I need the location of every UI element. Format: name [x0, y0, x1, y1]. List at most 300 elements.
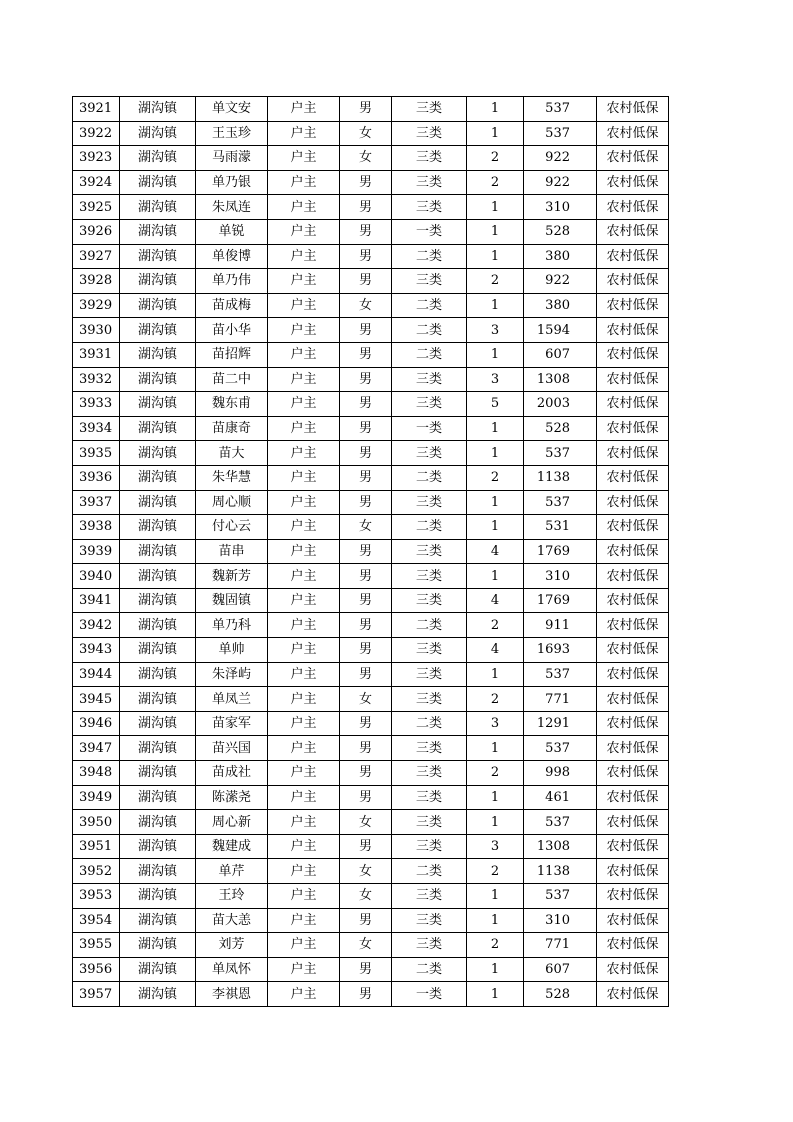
record-number-cell: 3923 [73, 146, 120, 171]
amount-cell: 531 [524, 515, 597, 540]
program-cell: 农村低保 [597, 146, 669, 171]
relation-cell: 户主 [268, 588, 340, 613]
amount-cell: 537 [524, 441, 597, 466]
table-row [73, 908, 669, 933]
category-cell: 一类 [392, 982, 467, 1007]
program-cell: 农村低保 [597, 761, 669, 786]
relation-cell: 户主 [268, 441, 340, 466]
amount-cell: 537 [524, 662, 597, 687]
program-cell: 农村低保 [597, 908, 669, 933]
gender-cell: 男 [340, 392, 392, 417]
amount-cell: 1138 [524, 859, 597, 884]
name-cell: 单俊博 [196, 244, 268, 269]
name-cell: 苗招辉 [196, 342, 268, 367]
household-size-cell: 4 [467, 588, 524, 613]
program-cell: 农村低保 [597, 318, 669, 343]
gender-cell: 女 [340, 933, 392, 958]
name-cell: 苗兴国 [196, 736, 268, 761]
town-cell: 湖沟镇 [120, 293, 196, 318]
record-number-cell: 3953 [73, 884, 120, 909]
household-size-cell: 4 [467, 638, 524, 663]
amount-cell: 537 [524, 736, 597, 761]
relation-cell: 户主 [268, 170, 340, 195]
amount-cell: 310 [524, 195, 597, 220]
amount-cell: 1308 [524, 834, 597, 859]
town-cell: 湖沟镇 [120, 564, 196, 589]
program-cell: 农村低保 [597, 933, 669, 958]
record-number-cell: 3928 [73, 269, 120, 294]
record-number-cell: 3931 [73, 342, 120, 367]
gender-cell: 男 [340, 195, 392, 220]
category-cell: 三类 [392, 564, 467, 589]
name-cell: 苗小华 [196, 318, 268, 343]
table-row [73, 957, 669, 982]
household-size-cell: 1 [467, 416, 524, 441]
household-size-cell: 1 [467, 441, 524, 466]
town-cell: 湖沟镇 [120, 785, 196, 810]
table-row [73, 785, 669, 810]
category-cell: 三类 [392, 908, 467, 933]
town-cell: 湖沟镇 [120, 638, 196, 663]
gender-cell: 女 [340, 146, 392, 171]
record-number-cell: 3952 [73, 859, 120, 884]
household-size-cell: 2 [467, 465, 524, 490]
table-row [73, 97, 669, 122]
town-cell: 湖沟镇 [120, 588, 196, 613]
category-cell: 三类 [392, 785, 467, 810]
program-cell: 农村低保 [597, 859, 669, 884]
gender-cell: 男 [340, 318, 392, 343]
name-cell: 朱泽屿 [196, 662, 268, 687]
household-size-cell: 1 [467, 121, 524, 146]
town-cell: 湖沟镇 [120, 933, 196, 958]
household-size-cell: 1 [467, 293, 524, 318]
household-size-cell: 1 [467, 97, 524, 122]
relation-cell: 户主 [268, 711, 340, 736]
town-cell: 湖沟镇 [120, 662, 196, 687]
table-row [73, 539, 669, 564]
amount-cell: 771 [524, 687, 597, 712]
table-row [73, 293, 669, 318]
gender-cell: 男 [340, 588, 392, 613]
record-number-cell: 3922 [73, 121, 120, 146]
household-size-cell: 2 [467, 146, 524, 171]
table-row [73, 318, 669, 343]
table-row [73, 392, 669, 417]
relation-cell: 户主 [268, 146, 340, 171]
category-cell: 三类 [392, 539, 467, 564]
relation-cell: 户主 [268, 638, 340, 663]
program-cell: 农村低保 [597, 121, 669, 146]
category-cell: 三类 [392, 933, 467, 958]
town-cell: 湖沟镇 [120, 367, 196, 392]
relation-cell: 户主 [268, 982, 340, 1007]
category-cell: 三类 [392, 269, 467, 294]
amount-cell: 461 [524, 785, 597, 810]
program-cell: 农村低保 [597, 170, 669, 195]
relation-cell: 户主 [268, 761, 340, 786]
amount-cell: 310 [524, 908, 597, 933]
gender-cell: 男 [340, 834, 392, 859]
relation-cell: 户主 [268, 195, 340, 220]
table-row [73, 146, 669, 171]
gender-cell: 男 [340, 97, 392, 122]
gender-cell: 男 [340, 490, 392, 515]
record-number-cell: 3937 [73, 490, 120, 515]
name-cell: 魏新芳 [196, 564, 268, 589]
program-cell: 农村低保 [597, 244, 669, 269]
amount-cell: 607 [524, 342, 597, 367]
category-cell: 二类 [392, 515, 467, 540]
amount-cell: 380 [524, 293, 597, 318]
gender-cell: 女 [340, 687, 392, 712]
program-cell: 农村低保 [597, 785, 669, 810]
gender-cell: 男 [340, 908, 392, 933]
amount-cell: 528 [524, 416, 597, 441]
town-cell: 湖沟镇 [120, 515, 196, 540]
category-cell: 一类 [392, 416, 467, 441]
amount-cell: 537 [524, 884, 597, 909]
table-row [73, 416, 669, 441]
record-number-cell: 3941 [73, 588, 120, 613]
name-cell: 苗家军 [196, 711, 268, 736]
record-number-cell: 3954 [73, 908, 120, 933]
category-cell: 二类 [392, 465, 467, 490]
relation-cell: 户主 [268, 687, 340, 712]
name-cell: 王玉珍 [196, 121, 268, 146]
name-cell: 马雨濛 [196, 146, 268, 171]
record-number-cell: 3924 [73, 170, 120, 195]
town-cell: 湖沟镇 [120, 810, 196, 835]
household-size-cell: 1 [467, 884, 524, 909]
household-size-cell: 3 [467, 711, 524, 736]
household-size-cell: 1 [467, 244, 524, 269]
table-row [73, 465, 669, 490]
relation-cell: 户主 [268, 219, 340, 244]
gender-cell: 男 [340, 662, 392, 687]
relation-cell: 户主 [268, 908, 340, 933]
program-cell: 农村低保 [597, 884, 669, 909]
household-size-cell: 1 [467, 908, 524, 933]
household-size-cell: 1 [467, 736, 524, 761]
name-cell: 单凤兰 [196, 687, 268, 712]
table-row [73, 711, 669, 736]
town-cell: 湖沟镇 [120, 170, 196, 195]
relation-cell: 户主 [268, 957, 340, 982]
category-cell: 三类 [392, 121, 467, 146]
table-row [73, 195, 669, 220]
amount-cell: 537 [524, 490, 597, 515]
table-row [73, 736, 669, 761]
amount-cell: 528 [524, 982, 597, 1007]
program-cell: 农村低保 [597, 269, 669, 294]
household-size-cell: 1 [467, 982, 524, 1007]
amount-cell: 537 [524, 97, 597, 122]
gender-cell: 男 [340, 219, 392, 244]
gender-cell: 男 [340, 957, 392, 982]
category-cell: 三类 [392, 170, 467, 195]
town-cell: 湖沟镇 [120, 416, 196, 441]
town-cell: 湖沟镇 [120, 146, 196, 171]
relation-cell: 户主 [268, 859, 340, 884]
table-row [73, 367, 669, 392]
gender-cell: 男 [340, 367, 392, 392]
program-cell: 农村低保 [597, 97, 669, 122]
relation-cell: 户主 [268, 465, 340, 490]
program-cell: 农村低保 [597, 465, 669, 490]
gender-cell: 女 [340, 515, 392, 540]
program-cell: 农村低保 [597, 564, 669, 589]
amount-cell: 380 [524, 244, 597, 269]
household-size-cell: 5 [467, 392, 524, 417]
program-cell: 农村低保 [597, 588, 669, 613]
town-cell: 湖沟镇 [120, 687, 196, 712]
category-cell: 三类 [392, 687, 467, 712]
household-size-cell: 2 [467, 613, 524, 638]
relation-cell: 户主 [268, 515, 340, 540]
name-cell: 单帅 [196, 638, 268, 663]
record-number-cell: 3956 [73, 957, 120, 982]
table-row [73, 490, 669, 515]
relation-cell: 户主 [268, 884, 340, 909]
household-size-cell: 1 [467, 564, 524, 589]
town-cell: 湖沟镇 [120, 711, 196, 736]
table-row [73, 613, 669, 638]
program-cell: 农村低保 [597, 834, 669, 859]
gender-cell: 男 [340, 613, 392, 638]
record-number-cell: 3929 [73, 293, 120, 318]
relation-cell: 户主 [268, 318, 340, 343]
category-cell: 三类 [392, 392, 467, 417]
program-cell: 农村低保 [597, 342, 669, 367]
gender-cell: 男 [340, 416, 392, 441]
town-cell: 湖沟镇 [120, 269, 196, 294]
amount-cell: 1291 [524, 711, 597, 736]
household-size-cell: 1 [467, 219, 524, 244]
category-cell: 三类 [392, 97, 467, 122]
amount-cell: 310 [524, 564, 597, 589]
town-cell: 湖沟镇 [120, 736, 196, 761]
name-cell: 单锐 [196, 219, 268, 244]
amount-cell: 1308 [524, 367, 597, 392]
relation-cell: 户主 [268, 810, 340, 835]
amount-cell: 922 [524, 146, 597, 171]
record-number-cell: 3957 [73, 982, 120, 1007]
category-cell: 三类 [392, 638, 467, 663]
category-cell: 三类 [392, 884, 467, 909]
relation-cell: 户主 [268, 121, 340, 146]
category-cell: 二类 [392, 613, 467, 638]
gender-cell: 男 [340, 244, 392, 269]
relation-cell: 户主 [268, 490, 340, 515]
amount-cell: 911 [524, 613, 597, 638]
town-cell: 湖沟镇 [120, 957, 196, 982]
relation-cell: 户主 [268, 613, 340, 638]
household-size-cell: 1 [467, 515, 524, 540]
town-cell: 湖沟镇 [120, 121, 196, 146]
town-cell: 湖沟镇 [120, 859, 196, 884]
category-cell: 三类 [392, 490, 467, 515]
record-number-cell: 3939 [73, 539, 120, 564]
program-cell: 农村低保 [597, 539, 669, 564]
program-cell: 农村低保 [597, 441, 669, 466]
record-number-cell: 3925 [73, 195, 120, 220]
gender-cell: 男 [340, 785, 392, 810]
name-cell: 李祺恩 [196, 982, 268, 1007]
amount-cell: 1693 [524, 638, 597, 663]
program-cell: 农村低保 [597, 293, 669, 318]
household-size-cell: 4 [467, 539, 524, 564]
town-cell: 湖沟镇 [120, 97, 196, 122]
category-cell: 三类 [392, 761, 467, 786]
gender-cell: 男 [340, 170, 392, 195]
gender-cell: 女 [340, 121, 392, 146]
program-cell: 农村低保 [597, 613, 669, 638]
name-cell: 朱凤连 [196, 195, 268, 220]
amount-cell: 1594 [524, 318, 597, 343]
record-number-cell: 3938 [73, 515, 120, 540]
program-cell: 农村低保 [597, 392, 669, 417]
gender-cell: 男 [340, 269, 392, 294]
town-cell: 湖沟镇 [120, 244, 196, 269]
program-cell: 农村低保 [597, 736, 669, 761]
amount-cell: 771 [524, 933, 597, 958]
household-size-cell: 1 [467, 342, 524, 367]
town-cell: 湖沟镇 [120, 195, 196, 220]
household-size-cell: 2 [467, 761, 524, 786]
program-cell: 农村低保 [597, 957, 669, 982]
relation-cell: 户主 [268, 564, 340, 589]
gender-cell: 男 [340, 761, 392, 786]
category-cell: 三类 [392, 146, 467, 171]
name-cell: 周心新 [196, 810, 268, 835]
record-number-cell: 3936 [73, 465, 120, 490]
name-cell: 单乃银 [196, 170, 268, 195]
town-cell: 湖沟镇 [120, 342, 196, 367]
town-cell: 湖沟镇 [120, 613, 196, 638]
program-cell: 农村低保 [597, 195, 669, 220]
town-cell: 湖沟镇 [120, 392, 196, 417]
relation-cell: 户主 [268, 342, 340, 367]
town-cell: 湖沟镇 [120, 219, 196, 244]
table-row [73, 121, 669, 146]
record-number-cell: 3940 [73, 564, 120, 589]
household-size-cell: 2 [467, 269, 524, 294]
relation-cell: 户主 [268, 269, 340, 294]
amount-cell: 537 [524, 121, 597, 146]
gender-cell: 男 [340, 465, 392, 490]
relation-cell: 户主 [268, 244, 340, 269]
category-cell: 三类 [392, 662, 467, 687]
amount-cell: 2003 [524, 392, 597, 417]
gender-cell: 男 [340, 982, 392, 1007]
program-cell: 农村低保 [597, 687, 669, 712]
amount-cell: 1138 [524, 465, 597, 490]
gender-cell: 男 [340, 711, 392, 736]
town-cell: 湖沟镇 [120, 318, 196, 343]
record-number-cell: 3927 [73, 244, 120, 269]
name-cell: 苗二中 [196, 367, 268, 392]
table-row [73, 810, 669, 835]
table-row [73, 441, 669, 466]
table-row [73, 884, 669, 909]
table-row [73, 564, 669, 589]
category-cell: 二类 [392, 342, 467, 367]
relation-cell: 户主 [268, 367, 340, 392]
household-size-cell: 3 [467, 318, 524, 343]
table-row [73, 588, 669, 613]
name-cell: 苗大 [196, 441, 268, 466]
amount-cell: 1769 [524, 588, 597, 613]
category-cell: 一类 [392, 219, 467, 244]
record-number-cell: 3950 [73, 810, 120, 835]
table-row [73, 170, 669, 195]
gender-cell: 男 [340, 539, 392, 564]
gender-cell: 女 [340, 884, 392, 909]
name-cell: 单凤怀 [196, 957, 268, 982]
record-number-cell: 3945 [73, 687, 120, 712]
household-size-cell: 1 [467, 785, 524, 810]
household-size-cell: 1 [467, 662, 524, 687]
record-number-cell: 3948 [73, 761, 120, 786]
record-number-cell: 3934 [73, 416, 120, 441]
program-cell: 农村低保 [597, 982, 669, 1007]
program-cell: 农村低保 [597, 219, 669, 244]
record-number-cell: 3947 [73, 736, 120, 761]
table-row [73, 933, 669, 958]
gender-cell: 男 [340, 342, 392, 367]
amount-cell: 1769 [524, 539, 597, 564]
relation-cell: 户主 [268, 416, 340, 441]
program-cell: 农村低保 [597, 662, 669, 687]
household-size-cell: 1 [467, 490, 524, 515]
record-number-cell: 3949 [73, 785, 120, 810]
name-cell: 魏固镇 [196, 588, 268, 613]
category-cell: 二类 [392, 711, 467, 736]
name-cell: 单乃科 [196, 613, 268, 638]
town-cell: 湖沟镇 [120, 761, 196, 786]
table-row [73, 834, 669, 859]
name-cell: 魏建成 [196, 834, 268, 859]
household-size-cell: 2 [467, 933, 524, 958]
beneficiary-table [72, 96, 669, 1007]
category-cell: 二类 [392, 293, 467, 318]
category-cell: 二类 [392, 859, 467, 884]
table-row [73, 662, 669, 687]
relation-cell: 户主 [268, 293, 340, 318]
household-size-cell: 3 [467, 834, 524, 859]
relation-cell: 户主 [268, 97, 340, 122]
table-body [73, 97, 669, 1007]
town-cell: 湖沟镇 [120, 834, 196, 859]
name-cell: 苗成社 [196, 761, 268, 786]
record-number-cell: 3933 [73, 392, 120, 417]
record-number-cell: 3930 [73, 318, 120, 343]
table-row [73, 859, 669, 884]
table-row [73, 515, 669, 540]
table-row [73, 269, 669, 294]
record-number-cell: 3946 [73, 711, 120, 736]
program-cell: 农村低保 [597, 416, 669, 441]
amount-cell: 528 [524, 219, 597, 244]
relation-cell: 户主 [268, 736, 340, 761]
program-cell: 农村低保 [597, 638, 669, 663]
category-cell: 三类 [392, 367, 467, 392]
category-cell: 三类 [392, 834, 467, 859]
name-cell: 朱华慧 [196, 465, 268, 490]
household-size-cell: 2 [467, 687, 524, 712]
town-cell: 湖沟镇 [120, 441, 196, 466]
